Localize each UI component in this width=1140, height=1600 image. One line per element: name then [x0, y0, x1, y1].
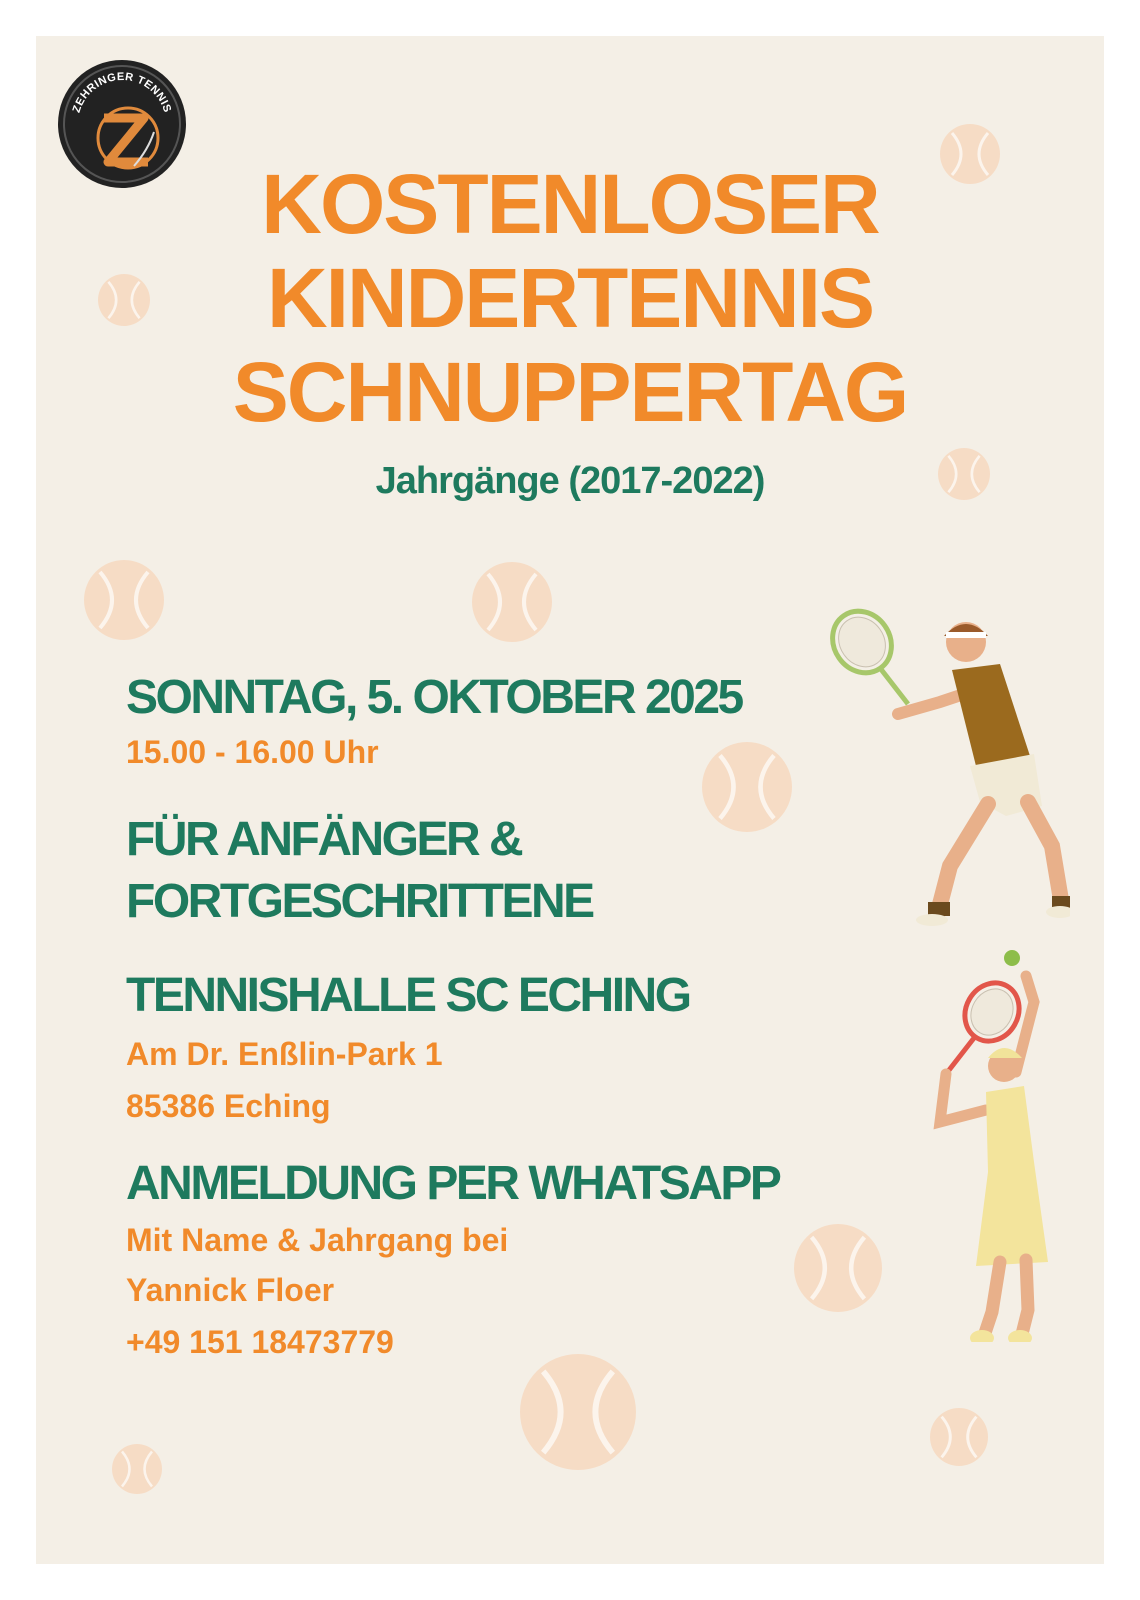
contact-name: Yannick Floer	[126, 1272, 335, 1308]
tennis-ball-icon	[520, 1354, 636, 1470]
event-time: 15.00 - 16.00 Uhr	[126, 734, 379, 770]
logo-ring-text: ZEHRINGER TENNIS	[70, 70, 174, 115]
registration-info: Mit Name & Jahrgang bei	[126, 1222, 509, 1258]
registration-heading: ANMELDUNG PER WHATSAPP	[126, 1157, 780, 1210]
female-tennis-player-icon	[916, 942, 1076, 1342]
tennis-ball-icon	[794, 1224, 882, 1312]
title-line-3: SCHNUPPERTAG	[232, 345, 908, 439]
title-line-2: KINDERTENNIS	[266, 251, 874, 345]
tennis-ball-icon	[930, 1408, 988, 1466]
male-tennis-player-icon	[820, 606, 1070, 926]
event-date: SONNTAG, 5. OKTOBER 2025	[126, 671, 742, 724]
title-line-1: KOSTENLOSER	[261, 157, 879, 251]
year-range-subtitle: Jahrgänge (2017-2022)	[375, 460, 765, 502]
level-line-1: FÜR ANFÄNGER &	[126, 813, 522, 866]
tennis-ball-icon	[112, 1444, 162, 1494]
venue-name: TENNISHALLE SC ECHING	[126, 969, 690, 1022]
tennis-ball-icon	[702, 742, 792, 832]
address-street: Am Dr. Enßlin-Park 1	[126, 1036, 443, 1072]
tennis-ball-icon	[472, 562, 552, 642]
contact-phone: +49 151 18473779	[126, 1324, 394, 1360]
poster	[36, 36, 1104, 1564]
tennis-ball-icon	[84, 560, 164, 640]
address-city: 85386 Eching	[126, 1088, 331, 1124]
level-line-2: FORTGESCHRITTENE	[126, 875, 593, 928]
